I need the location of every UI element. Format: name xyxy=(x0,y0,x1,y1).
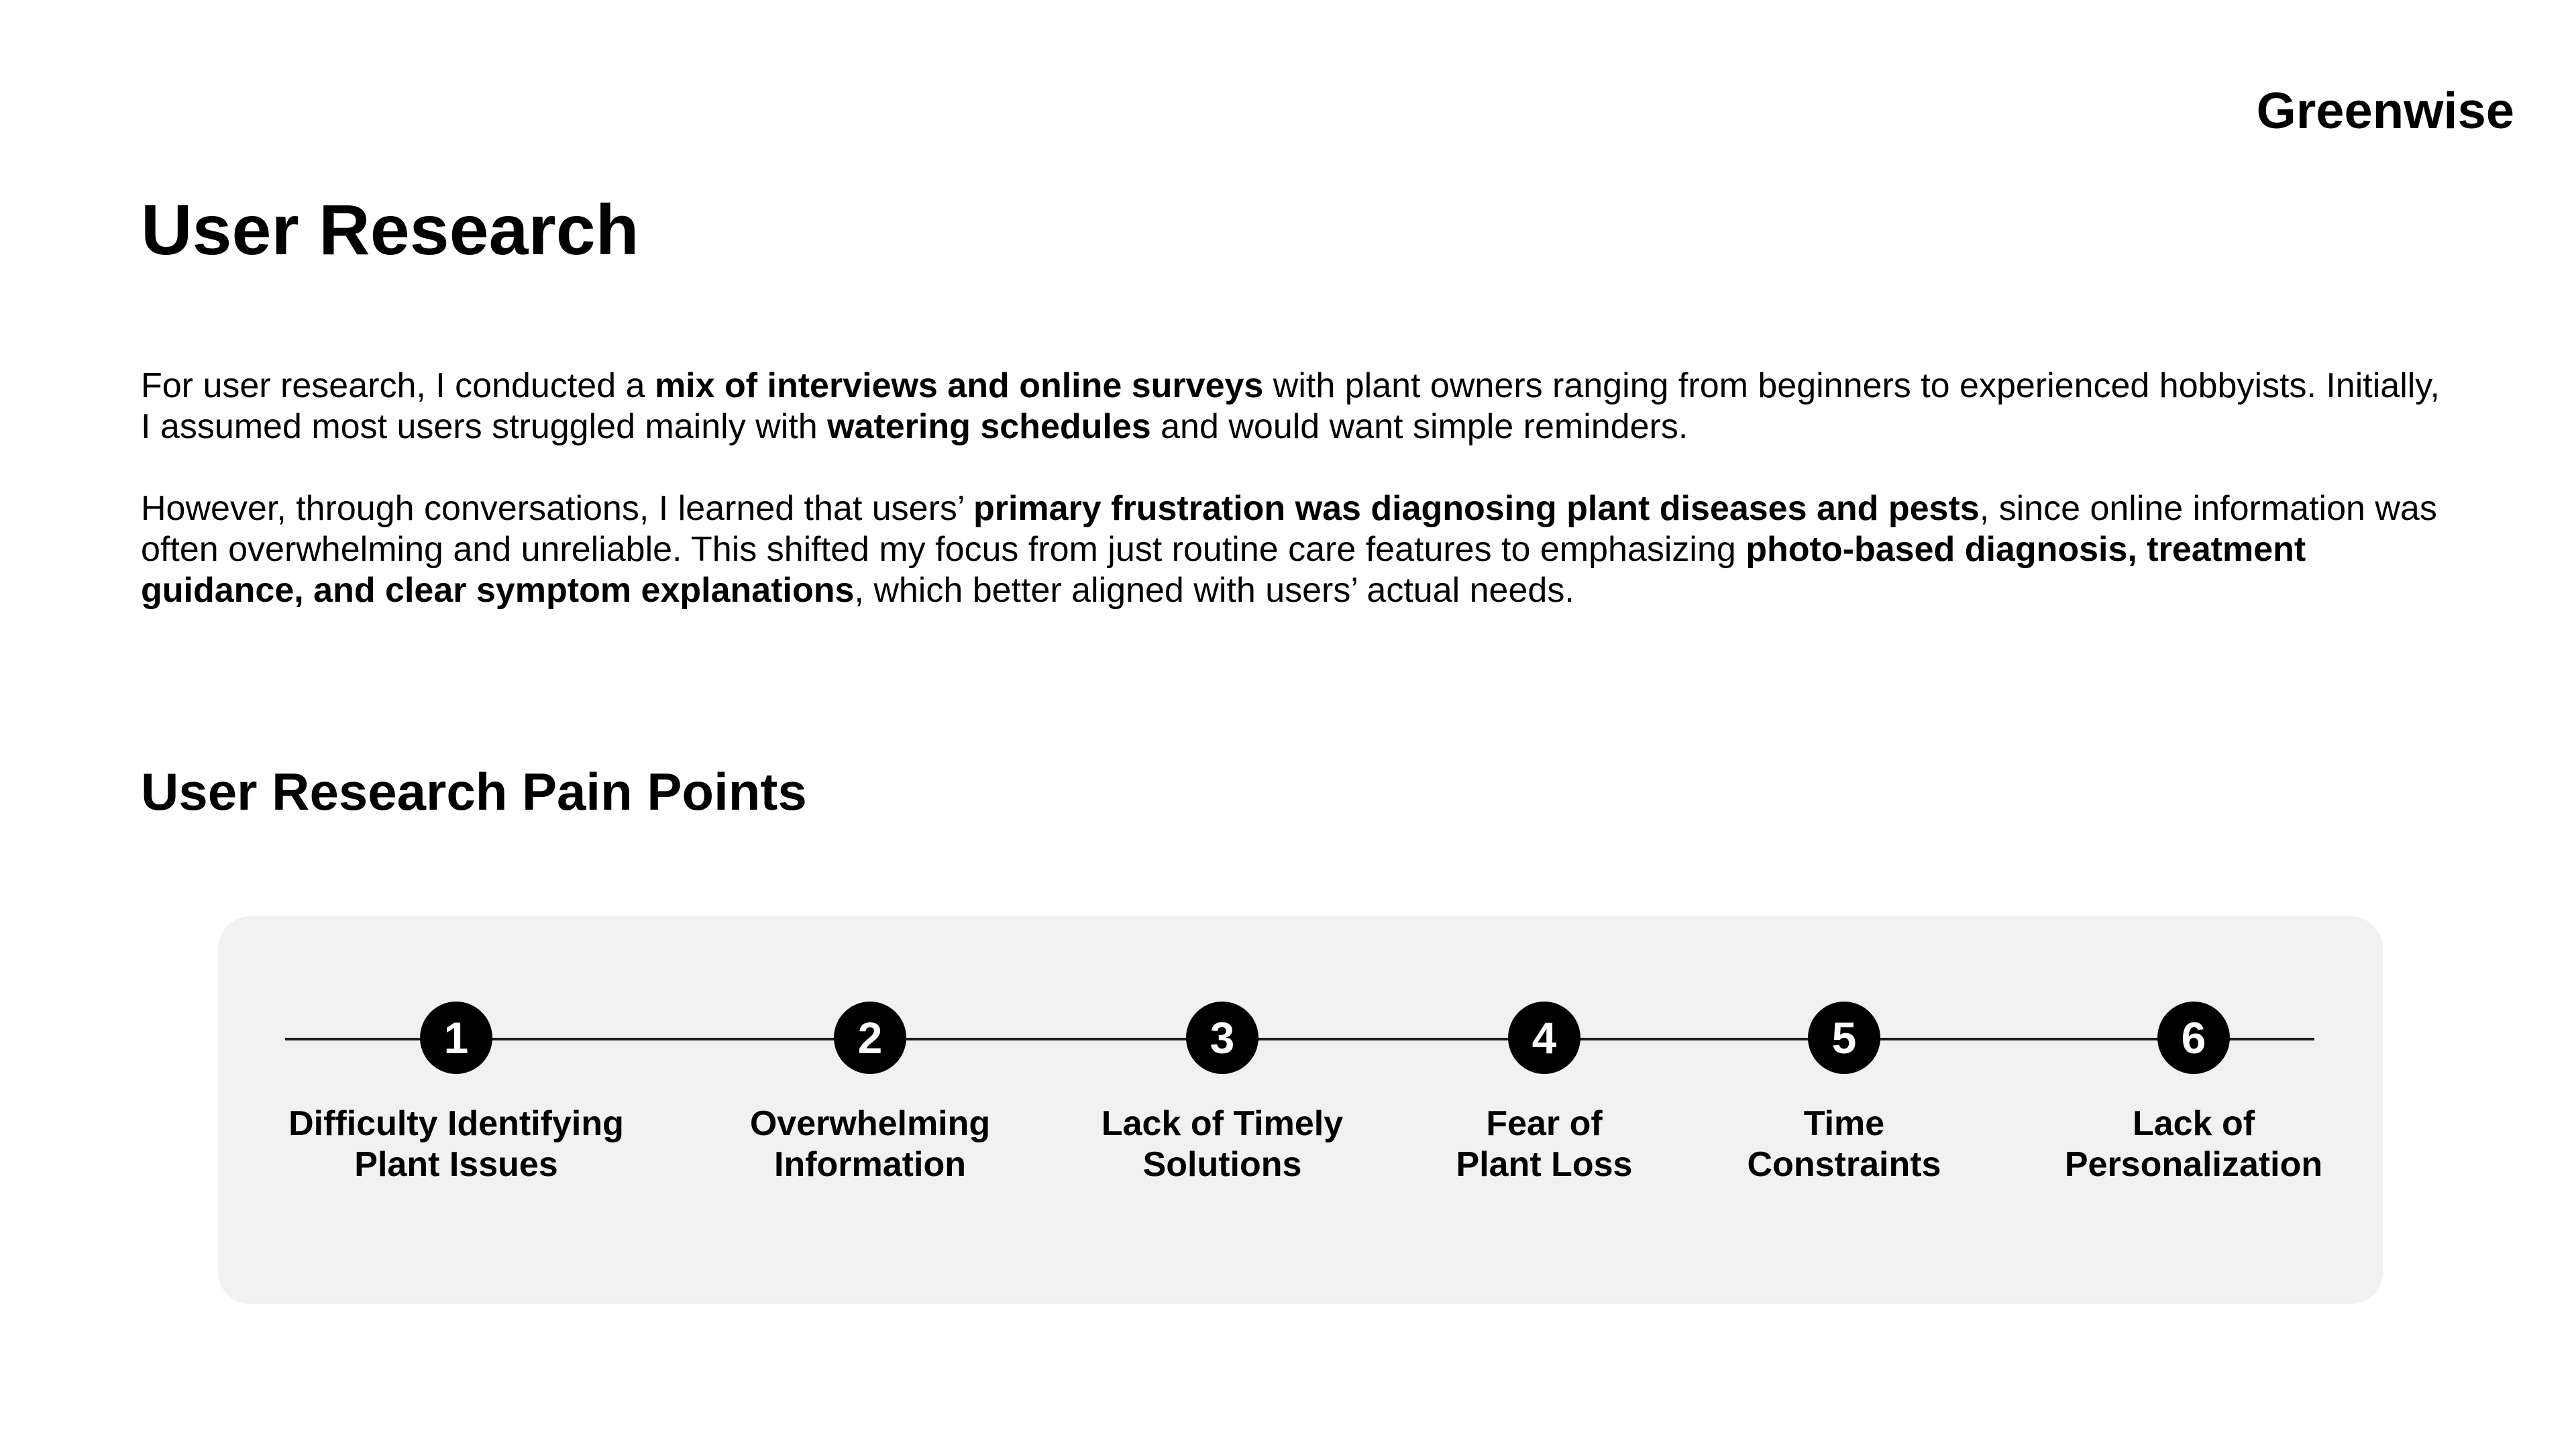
intro-p1-run: watering schedules xyxy=(827,407,1151,446)
step-number-badge: 6 xyxy=(2157,1002,2230,1074)
pain-point-step xyxy=(2019,1002,2368,1185)
intro-paragraph-1 xyxy=(141,366,2449,447)
pain-point-step xyxy=(1370,1002,1719,1185)
section-title: User Research Pain Points xyxy=(141,762,807,821)
step-number-badge: 1 xyxy=(420,1002,492,1074)
pain-point-step xyxy=(282,1002,631,1185)
intro-paragraph-2 xyxy=(141,488,2449,611)
step-number-badge: 4 xyxy=(1508,1002,1580,1074)
intro-p2-run: , since online information was often overwhelming and unreliable. This shifted my focus from just routine care features to emphasizing xyxy=(141,489,2437,569)
step-label: Difficulty Identifying Plant Issues xyxy=(288,1104,624,1184)
intro-p2-run: photo-based diagnosis, treatment guidance, and clear symptom explanations xyxy=(141,530,2306,610)
pain-point-step xyxy=(1048,1002,1397,1185)
step-label: Lack of Timely Solutions xyxy=(1101,1104,1344,1184)
step-number-badge: 3 xyxy=(1186,1002,1258,1074)
step-label: Fear of Plant Loss xyxy=(1456,1104,1633,1184)
intro-p1-run: with plant owners ranging from beginners to experienced hobbyists. Initially, I assumed most users struggled mainly with xyxy=(141,366,2440,446)
intro-p1-run: mix of interviews and online surveys xyxy=(654,366,1264,405)
step-number-badge: 2 xyxy=(834,1002,906,1074)
intro-text xyxy=(141,366,2449,611)
step-label: Overwhelming Information xyxy=(749,1104,991,1184)
pain-point-step xyxy=(696,1002,1044,1185)
intro-p2-run: primary frustration was diagnosing plant diseases and pests xyxy=(973,489,1980,528)
intro-p1-run: and would want simple reminders. xyxy=(1150,407,1688,446)
intro-p2-run: However, through conversations, I learned that users’ xyxy=(141,489,973,528)
step-label: Time Constraints xyxy=(1747,1104,1941,1184)
step-number-badge: 5 xyxy=(1808,1002,1880,1074)
page-title: User Research xyxy=(141,191,639,270)
step-label: Lack of Personalization xyxy=(2064,1104,2323,1184)
pain-point-step xyxy=(1670,1002,2019,1185)
brand-logo-text: Greenwise xyxy=(2256,83,2514,140)
intro-p2-run: , which better aligned with users’ actual needs. xyxy=(854,571,1574,610)
intro-p1-run: For user research, I conducted a xyxy=(141,366,655,405)
